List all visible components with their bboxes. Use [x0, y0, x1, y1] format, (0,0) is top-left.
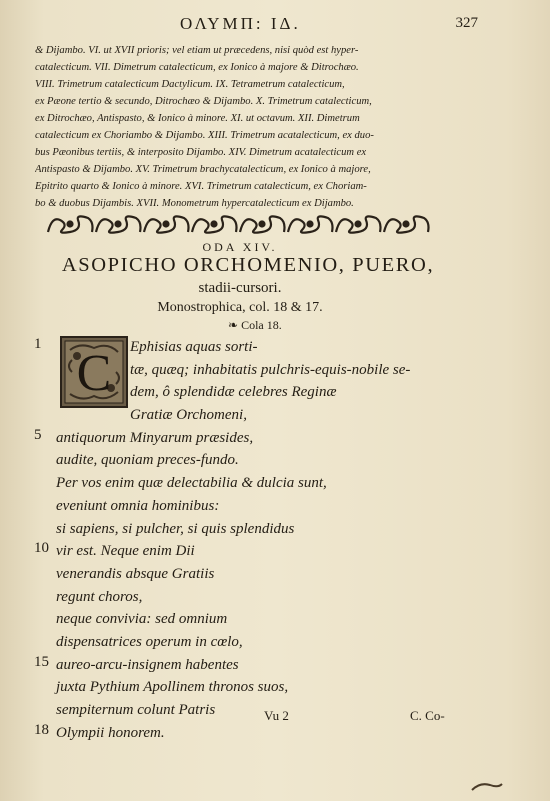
verse-line: aureo-arcu-insignem habentes: [56, 656, 239, 673]
verse-line: Per vos enim quæ delectabilia & dulcia sunt,: [56, 475, 327, 492]
ornament-dot: [116, 222, 121, 227]
ode-verses: [56, 336, 476, 744]
ornament-dot: [260, 222, 265, 227]
line-number: 5: [34, 426, 42, 443]
verse-line: juxta Pythium Apollinem thronos suos,: [56, 679, 289, 696]
verse-line: Olympii honorem.: [56, 724, 165, 741]
verse-line: vir est. Neque enim Dii: [56, 543, 195, 560]
verse-line: neque convivia: sed omnium: [56, 611, 228, 628]
signature-mark: Vu 2: [264, 708, 289, 723]
metrics-line: catalecticum. VII. Dimetrum catalecticum, ex Ionico à majore & Ditrochæo.: [35, 62, 359, 73]
verse-line: venerandis absque Gratiis: [56, 565, 215, 582]
ornament-dot: [164, 222, 169, 227]
ode-structure: Monostrophica, col. 18 & 17.: [157, 300, 323, 315]
ornamental-band: [46, 212, 434, 236]
ink-mark: [470, 780, 504, 794]
metrics-line: ex Pæone tertio & secundo, Ditrochæo & Dijambo. X. Trimetrum catalecticum,: [35, 96, 372, 107]
verse-line: regunt choros,: [56, 588, 143, 605]
ode-heading: ODA XIV.: [202, 240, 278, 254]
metrics-line: Antispasto & Dijambo. XV. Trimetrum brachycatalecticum, ex Ionico à majore,: [35, 164, 371, 175]
metrical-notes: [35, 42, 495, 212]
running-head: [0, 14, 550, 38]
metrics-line: Epitrito quarto & Ionico à minore. XVI. Trimetrum catalecticum, ex Choriam-: [35, 181, 367, 192]
line-number: 1: [34, 336, 42, 352]
line-number: 18: [34, 721, 49, 738]
ornament-dot: [308, 222, 313, 227]
ornament-dot: [212, 222, 217, 227]
verse-line: tæ, quæq; inhabitatis pulchris-equis-nobile se-: [130, 361, 411, 378]
metrics-line: VIII. Trimetrum catalecticum Dactylicum. IX. Tetrametrum catalecticum,: [35, 79, 345, 90]
ode-subtitle: stadii-cursori.: [198, 280, 282, 296]
ode-title: ASOPICHO ORCHOMENIO, PUERO,: [61, 254, 435, 276]
ornament-dot: [404, 222, 409, 227]
metrics-line: bus Pæonibus tertiis, & interposito Dijambo. XIV. Dimetrum acatalecticum ex: [35, 147, 367, 158]
page-footer: [0, 708, 550, 728]
verse-line: Ephisias aquas sorti-: [130, 339, 258, 355]
line-number: 15: [34, 653, 49, 670]
ornament-dot: [68, 222, 73, 227]
verse-line: audite, quoniam preces-fundo.: [56, 452, 239, 469]
metrics-line: catalecticum ex Choriambo & Dijambo. XIII. Trimetrum acatalecticum, ex duo-: [35, 130, 374, 141]
metrics-line: bo & duobus Dijambis. XVII. Monometrum hypercatalecticum ex Dijambo.: [35, 198, 354, 209]
catchword: C. Co-: [410, 708, 445, 723]
verse-line: dispensatrices operum in cœlo,: [56, 633, 243, 650]
verse-line: si sapiens, si pulcher, si quis splendidus: [56, 520, 295, 537]
fleuron-icon: ❧: [228, 318, 242, 332]
running-head-title: ΟΛΥΜΠ: ΙΔ.: [180, 14, 301, 33]
verse-line: antiquorum Minyarum præsides,: [56, 429, 254, 446]
metrics-line: & Dijambo. VI. ut XVII prioris; vel etiam ut præcedens, nisi quòd est hyper-: [35, 45, 359, 56]
ornament-dot: [356, 222, 361, 227]
verse-line: eveniunt omnia hominibus:: [56, 497, 220, 514]
dropcap-letter: C: [76, 345, 112, 402]
verse-line: dem, ô splendidæ celebres Reginæ: [130, 384, 337, 401]
verse-line: Gratiæ Orchomeni,: [130, 407, 247, 424]
verse-line: sempiternum colunt Patris: [56, 702, 216, 718]
cola-label: [228, 318, 282, 333]
metrics-line: ex Ditrochæo, Antispasto, & Ionico à minore. XI. ut octavum. XII. Dimetrum: [35, 113, 360, 124]
line-number: 10: [34, 540, 49, 557]
cola-text: Cola 18.: [241, 318, 282, 332]
page-number: 327: [455, 15, 478, 31]
